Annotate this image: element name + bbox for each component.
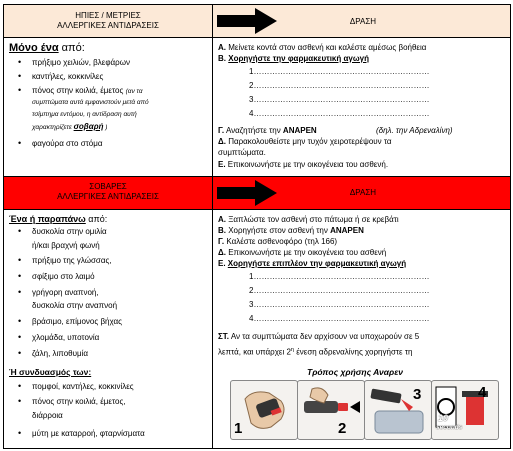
anapen-step-1-number: 1 xyxy=(234,420,243,437)
mild-action-g-letter: Γ. xyxy=(218,126,225,135)
bullet-icon: • xyxy=(18,57,22,67)
mild-symptom-1: πρήξιμο χειλιών, βλεφάρων xyxy=(32,58,130,67)
anapen-step-2-number: 2 xyxy=(338,420,347,437)
anapen-step-1-panel xyxy=(230,380,298,440)
remove-cap-icon xyxy=(298,381,364,439)
severe-symptom-3: σφίξιμο στο λαιμό xyxy=(32,272,95,281)
severe-combo-2: πόνος στην κοιλιά, έμετος, xyxy=(32,397,126,406)
severe-action-d xyxy=(218,247,386,258)
mild-action-d-text: Παρακολουθείστε μην τυχόν χειροτερέψουν τα xyxy=(225,137,392,146)
bullet-icon: • xyxy=(18,138,22,148)
mild-header-subtitle: ΑΛΛΕΡΓΙΚΕΣ ΑΝΤΙΔΡΑΣΕΙΣ xyxy=(57,21,159,30)
bullet-icon: • xyxy=(18,332,22,342)
mild-action-b-letter: Β. xyxy=(218,54,226,63)
severe-action-a-text: Ξαπλώστε τον ασθενή στο πάτωμα ή σε κρεβάτι xyxy=(226,215,399,224)
mild-symptom-4: φαγούρα στο στόμα xyxy=(32,139,103,148)
mild-action-e-text: Επικοινωνήστε με την οικογένεια του ασθενή. xyxy=(225,160,389,169)
severe-symptom-6: χλομάδα, υποτονία xyxy=(32,333,100,342)
severe-action-st-cont-a: λεπτά, και υπάρχει 2 xyxy=(218,347,291,357)
severe-action-g xyxy=(218,236,337,247)
bullet-icon: • xyxy=(18,348,22,358)
severe-intro xyxy=(9,214,107,225)
mild-symptom-2: καντήλες, κοκκινίλες xyxy=(32,72,104,81)
mild-note-suffix: ) xyxy=(103,124,108,131)
bullet-icon: • xyxy=(18,396,22,406)
severe-symptoms-cell xyxy=(4,210,212,448)
severe-intro-rest: από: xyxy=(85,214,108,224)
mild-action-a-letter: Α. xyxy=(218,43,226,52)
severe-symptom-1-cont: ή/και βραχνή φωνή xyxy=(32,241,100,250)
mild-action-header-cell xyxy=(213,5,510,37)
severe-med-line-3: 3………………………………………………………… xyxy=(249,300,430,309)
mild-action-g-anapen: ΑΝΑΡΕΝ xyxy=(282,126,317,135)
anapen-usage-title-text: Τρόπος χρήσης Αναρεν xyxy=(307,367,403,377)
anapen-step-3-number: 3 xyxy=(413,386,422,403)
bullet-icon: • xyxy=(18,255,22,265)
mild-action-e xyxy=(218,159,388,170)
mild-action-g xyxy=(218,125,317,136)
mild-note-severe: σοβαρή xyxy=(73,122,104,131)
severe-action-st-cont-b: ένεση αδρεναλίνης χορηγήστε τη xyxy=(293,347,413,357)
severe-action-b xyxy=(218,225,364,236)
severe-action-a-letter: Α. xyxy=(218,215,226,224)
bullet-icon: • xyxy=(18,271,22,281)
severe-action-e-text: Χορηγήστε επιπλέον την φαρμακευτική αγωγή xyxy=(227,259,407,268)
severe-combo-title: Ή συνδυασμός των: xyxy=(9,367,92,377)
anapen-usage-title xyxy=(307,367,403,378)
severe-intro-bold: Ένα ή παραπάνω xyxy=(9,214,86,224)
severe-action-st xyxy=(218,331,419,342)
severe-med-line-2: 2………………………………………………………… xyxy=(249,286,430,295)
anapen-timer-label: seconds xyxy=(436,424,463,431)
mild-action-d-letter: Δ. xyxy=(218,137,226,146)
mild-header-title: ΗΠΙΕΣ / ΜΕΤΡΙΕΣ xyxy=(75,11,141,20)
bullet-icon: • xyxy=(18,226,22,236)
anapen-step-3-panel xyxy=(364,380,432,440)
severe-action-e-letter: Ε. xyxy=(218,259,226,268)
severe-symptom-4-cont: δυσκολία στην αναπνοή xyxy=(32,301,118,310)
mild-med-line-1: 1………………………………………………………… xyxy=(249,67,430,76)
bullet-icon: • xyxy=(18,71,22,81)
bullet-icon: • xyxy=(18,428,22,438)
mild-action-d xyxy=(218,136,392,147)
mild-header-cell xyxy=(4,5,212,37)
mild-action-e-letter: Ε. xyxy=(218,160,226,169)
severe-header-cell xyxy=(4,177,212,209)
bullet-icon: • xyxy=(18,381,22,391)
mild-action-header: ΔΡΑΣΗ xyxy=(349,17,377,26)
mild-action-g-text: Αναζητήστε την xyxy=(224,126,283,135)
severe-action-b-anapen: ΑΝΑΡΕΝ xyxy=(330,226,364,235)
anapen-timer-number: 10 xyxy=(438,413,449,423)
severe-symptom-5: βράσιμο, επίμονος βήχας xyxy=(32,317,122,326)
bullet-icon: • xyxy=(18,316,22,326)
severe-symptom-1: δυσκολία στην ομιλία xyxy=(32,227,107,236)
mild-symptom-3 xyxy=(32,85,143,97)
severe-action-header-cell xyxy=(213,177,510,209)
arrow-right-icon xyxy=(217,180,277,206)
severe-combo-1: πομφοί, καντήλες, κοκκινίλες xyxy=(32,382,134,391)
severe-combo-3: μύτη με καταρροή, φταρνίσματα xyxy=(32,429,145,438)
mild-action-b-text: Χορηγήστε την φαρμακευτική αγωγή xyxy=(228,54,369,63)
severe-combo-2-cont: διάρροια xyxy=(32,411,63,420)
mild-note-prefix: χαρακτηρίζετε xyxy=(32,124,74,131)
severe-action-st-text: Αν τα συμπτώματα δεν αρχίσουν να υποχωρούν σε 5 xyxy=(229,332,420,341)
mild-action-d-cont: συμπτώματα. xyxy=(218,148,266,157)
severe-action-b-text: Χορηγήστε στον ασθενή την xyxy=(226,226,331,235)
mild-symptom-3-note-a: (αν τα xyxy=(125,88,143,95)
mild-med-line-2: 2………………………………………………………… xyxy=(249,81,430,90)
mild-intro-rest: από: xyxy=(58,42,85,54)
anapen-step-2-panel xyxy=(297,380,365,440)
mild-med-line-3: 3………………………………………………………… xyxy=(249,95,430,104)
severe-header-title: ΣΟΒΑΡΕΣ xyxy=(89,182,127,191)
mild-symptom-3-text: πόνος στην κοιλιά, έμετος xyxy=(32,86,124,95)
severe-med-line-4: 4………………………………………………………… xyxy=(249,314,430,323)
anapen-step-4-number: 4 xyxy=(478,384,487,401)
severe-action-g-text: Καλέστε ασθενοφόρο (τηλ 166) xyxy=(224,237,338,246)
mild-actions-cell xyxy=(213,38,510,176)
severe-action-st-letter: ΣΤ. xyxy=(218,332,230,341)
severe-med-line-1: 1………………………………………………………… xyxy=(249,272,430,281)
mild-symptom-3-note-b: συμπτώματα αυτά εμφανιστούν μετά από xyxy=(32,99,149,106)
severe-action-st-sup: η xyxy=(290,347,294,353)
bullet-icon: • xyxy=(18,85,22,95)
severe-symptom-7: ζάλη, λιποθυμία xyxy=(32,349,88,358)
severe-action-d-text: Επικοινωνήστε με την οικογένεια του ασθενή xyxy=(225,248,387,257)
mild-intro-bold: Μόνο ένα xyxy=(9,42,59,54)
severe-header-subtitle: ΑΛΛΕΡΓΙΚΕΣ ΑΝΤΙΔΡΑΣΕΙΣ xyxy=(57,192,159,201)
severe-action-header: ΔΡΑΣΗ xyxy=(349,188,377,197)
severe-symptom-2: πρήξιμο της γλώσσας, xyxy=(32,256,112,265)
bullet-icon: • xyxy=(18,287,22,297)
anapen-step-4-panel xyxy=(431,380,499,440)
mild-intro xyxy=(9,42,85,55)
severe-action-a xyxy=(218,214,399,225)
arrow-right-icon xyxy=(217,8,277,34)
mild-symptom-3-note-d xyxy=(32,121,107,133)
severe-action-e xyxy=(218,258,406,269)
mild-med-line-4: 4………………………………………………………… xyxy=(249,109,430,118)
severe-symptom-4: γρήγορη αναπνοή, xyxy=(32,288,99,297)
severe-action-g-letter: Γ. xyxy=(218,237,225,246)
mild-action-b xyxy=(218,53,369,64)
mild-action-a xyxy=(218,42,426,53)
severe-action-b-letter: Β. xyxy=(218,226,226,235)
mild-action-a-text: Μείνετε κοντά στον ασθενή και καλέστε αμέσως βοήθεια xyxy=(226,43,427,52)
mild-symptoms-cell xyxy=(4,38,212,176)
mild-action-g-note: (δηλ. την Αδρεναλίνη) xyxy=(376,126,453,135)
mild-symptom-3-note-c: τσίμπημα εντόμου, η αντίδραση αυτή xyxy=(32,111,137,118)
severe-action-d-letter: Δ. xyxy=(218,248,226,257)
severe-action-st-cont xyxy=(218,345,412,358)
severe-actions-cell xyxy=(213,210,510,448)
